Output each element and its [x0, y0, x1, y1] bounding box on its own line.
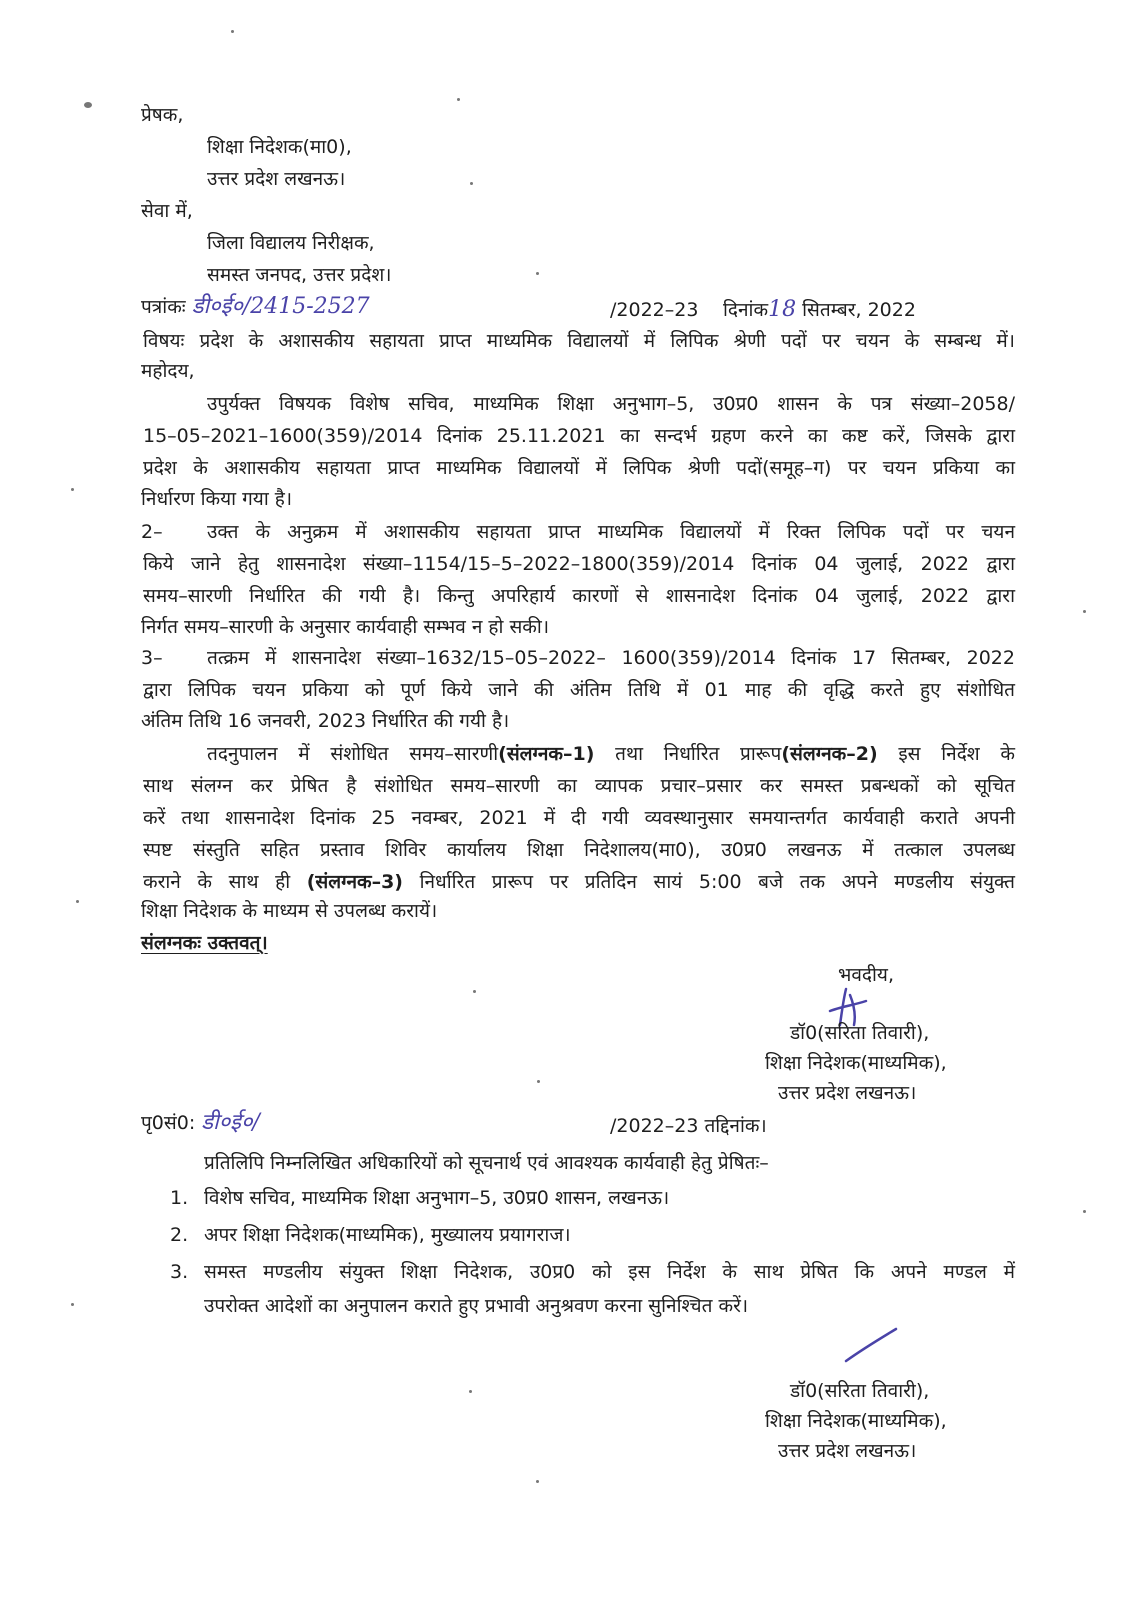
para4-line	[207, 738, 1015, 770]
para4-line: साथ संलग्न कर प्रेषित है संशोधित समय–सारणी का व्यापक प्रचार–प्रसार कर समस्त प्रबन्धकों को सूचित	[143, 775, 1015, 797]
signature1-name: डॉ0(सरिता तिवारी),	[790, 1022, 930, 1044]
ref-label: पत्रांकः	[141, 296, 186, 318]
para4-text: तथा निर्धारित प्रारूप	[594, 743, 782, 765]
recipient-label: सेवा में,	[141, 200, 193, 222]
scan-speck	[469, 1390, 472, 1393]
ref-date-handwritten: 18	[768, 297, 797, 322]
para1-line: 15–05–2021–1600(359)/2014 दिनांक 25.11.2021 का सन्दर्भ ग्रहण करने का कष्ट करें, जिसके द्वारा	[143, 425, 1015, 447]
scan-speck	[457, 98, 460, 101]
scan-speck	[76, 900, 79, 903]
recipient-place: समस्त जनपद, उत्तर प्रदेश।	[207, 264, 392, 286]
recipient-designation: जिला विद्यालय निरीक्षक,	[207, 232, 375, 254]
sender-label: प्रेषक,	[141, 104, 184, 126]
ref-date	[723, 297, 916, 323]
scan-speck	[1083, 610, 1086, 613]
sender-place: उत्तर प्रदेश लखनऊ।	[207, 168, 346, 190]
endorsement-ref	[141, 1110, 260, 1136]
ref-date-prefix: दिनांक	[723, 299, 769, 321]
para4-line: स्पष्ट संस्तुति सहित प्रस्ताव शिविर कार्यालय शिक्षा निदेशालय(मा0), उ0प्र0 लखनऊ में तत्काल उपलब्ध	[143, 839, 1015, 861]
copy-item-text: समस्त मण्डलीय संयुक्त शिक्षा निदेशक, उ0प्र0 को इस निर्देश के साथ प्रेषित कि अपने मण्डल में	[204, 1261, 1015, 1283]
para1-line: निर्धारण किया गया है।	[141, 488, 293, 510]
para4-text: तदनुपालन में संशोधित समय–सारणी	[207, 743, 499, 765]
scan-speck	[536, 1480, 539, 1483]
scan-speck	[231, 30, 234, 33]
enclosure-1-ref: (संलग्नक–1)	[498, 743, 595, 765]
ref-date-suffix: सितम्बर, 2022	[802, 299, 916, 321]
para4-line: करें तथा शासनादेश दिनांक 25 नवम्बर, 2021 में दी गयी व्यवस्थानुसार समयान्तर्गत कार्यवाही कराते अपनी	[143, 807, 1015, 829]
closing: भवदीय,	[838, 964, 894, 986]
para4-text: निर्धारित प्रारूप पर प्रतिदिन सायं 5:00 बजे तक अपने मण्डलीय संयुक्त	[403, 871, 1015, 893]
para3-line: द्वारा लिपिक चयन प्रकिया को पूर्ण किये जाने की अंतिम तिथि में 01 माह की वृद्धि करते हुए संशोधित	[143, 679, 1015, 701]
enclosure-3-ref: (संलग्नक–3)	[306, 871, 403, 893]
para3-number: 3–	[141, 647, 163, 669]
para2-line: निर्गत समय–सारणी के अनुसार कार्यवाही सम्भव न हो सकी।	[141, 616, 550, 638]
para1-line: उपुर्यक्त विषयक विशेष सचिव, माध्यमिक शिक्षा अनुभाग–5, उ0प्र0 शासन के पत्र संख्या–2058/	[207, 393, 1015, 415]
copy-item-number: 3.	[170, 1261, 189, 1283]
para2-number: 2–	[141, 521, 163, 543]
para2-line: उक्त के अनुक्रम में अशासकीय सहायता प्राप्त माध्यमिक विद्यालयों में रिक्त लिपिक पदों पर चयन	[207, 521, 1015, 543]
para3-line: तत्क्रम में शासनादेश संख्या–1632/15–05–2022– 1600(359)/2014 दिनांक 17 सितम्बर, 2022	[207, 647, 1015, 669]
ref-year: /2022–23	[610, 299, 699, 321]
endorsement-date: /2022–23 तद्दिनांक।	[610, 1115, 767, 1137]
copy-item-text: विशेष सचिव, माध्यमिक शिक्षा अनुभाग–5, उ0प्र0 शासन, लखनऊ।	[204, 1187, 670, 1209]
salutation: महोदय,	[141, 360, 195, 382]
scan-speck	[536, 272, 539, 275]
signature2-designation: शिक्षा निदेशक(माध्यमिक),	[765, 1410, 947, 1432]
para1-line: प्रदेश के अशासकीय सहायता प्राप्त माध्यमिक विद्यालयों में लिपिक श्रेणी पदों(समूह–ग) पर चयन प्रकिया का	[143, 457, 1015, 479]
para4-line	[143, 866, 1015, 898]
signature-stroke	[842, 1325, 902, 1365]
copy-item-number: 2.	[170, 1224, 189, 1246]
scan-speck	[473, 990, 476, 993]
endorsement-intro: प्रतिलिपि निम्नलिखित अधिकारियों को सूचनार्थ एवं आवश्यक कार्यवाही हेतु प्रेषितः–	[204, 1152, 769, 1174]
copy-item-text: उपरोक्त आदेशों का अनुपालन कराते हुए प्रभावी अनुश्रवण करना सुनिश्चित करें।	[204, 1295, 749, 1317]
reference-line	[141, 294, 370, 320]
scan-speck	[84, 102, 92, 108]
copy-item-text: अपर शिक्षा निदेशक(माध्यमिक), मुख्यालय प्रयागराज।	[204, 1224, 571, 1246]
scan-speck	[71, 488, 74, 491]
endorsement-label: पृ0सं0:	[141, 1112, 196, 1134]
subject-line: विषयः प्रदेश के अशासकीय सहायता प्राप्त माध्यमिक विद्यालयों में लिपिक श्रेणी पदों पर चयन के सम्बन्ध में।	[143, 330, 1015, 352]
para2-line: समय–सारणी निर्धारित की गयी है। किन्तु अपरिहार्य कारणों से शासनादेश दिनांक 04 जुलाई, 2022 द्वारा	[143, 585, 1015, 607]
signature2-place: उत्तर प्रदेश लखनऊ।	[778, 1440, 917, 1462]
scan-speck	[470, 182, 473, 185]
ref-handwritten-number: डी०ई०/2415-2527	[191, 294, 370, 319]
copy-item-number: 1.	[170, 1187, 189, 1209]
sender-designation: शिक्षा निदेशक(मा0),	[207, 136, 352, 158]
enclosure-note: संलग्नकः उक्तवत्।	[141, 932, 268, 954]
signature2-name: डॉ0(सरिता तिवारी),	[790, 1380, 930, 1402]
scan-speck	[71, 1303, 74, 1306]
para3-line: अंतिम तिथि 16 जनवरी, 2023 निर्धारित की गयी है।	[141, 710, 510, 732]
signature1-place: उत्तर प्रदेश लखनऊ।	[778, 1082, 917, 1104]
para4-text: इस निर्देश के	[877, 743, 1015, 765]
scan-speck	[1083, 1210, 1086, 1213]
para4-line: शिक्षा निदेशक के माध्यम से उपलब्ध करायें।	[141, 900, 438, 922]
signature1-designation: शिक्षा निदेशक(माध्यमिक),	[765, 1052, 947, 1074]
para2-line: किये जाने हेतु शासनादेश संख्या–1154/15–5–2022–1800(359)/2014 दिनांक 04 जुलाई, 2022 द्वारा	[143, 553, 1015, 575]
scan-speck	[537, 1080, 540, 1083]
enclosure-2-ref: (संलग्नक–2)	[781, 743, 878, 765]
endorsement-handwritten: डी०ई०/	[201, 1110, 260, 1135]
para4-text: कराने के साथ ही	[143, 871, 307, 893]
